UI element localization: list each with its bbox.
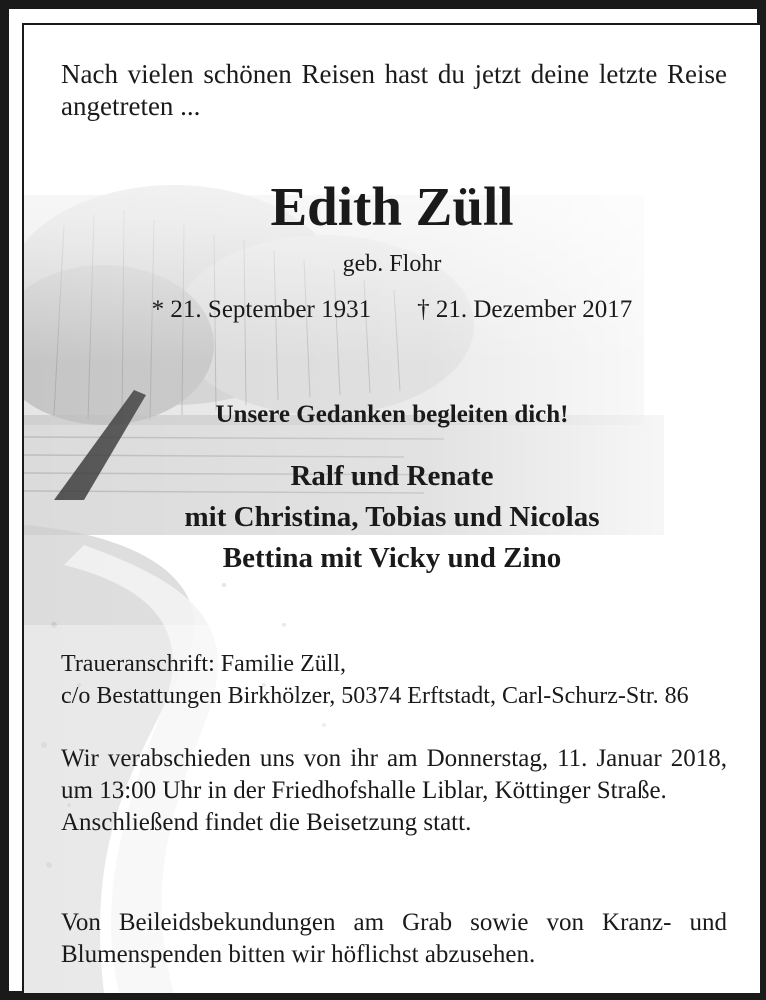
mourning-address [61,648,727,712]
maiden-name: geb. Flohr [342,251,442,277]
family-line: Ralf und Renate [290,460,494,492]
burial-line: Anschließend findet die Beisetzung statt. [61,809,472,836]
birth-date: * 21. September 1931 [151,296,372,323]
address-line-1: Traueranschrift: Familie Züll, [61,651,347,677]
motto-heading: Unsere Gedanken begleiten dich! [215,401,569,428]
notice-inner-frame [22,23,762,995]
condolence-request: Von Beileidsbekundungen am Grab sowie von Kranz- und Blumenspenden bitten wir höflichst abzusehen. [61,909,727,968]
deceased-name: Edith Züll [270,176,514,237]
notice-content [24,25,760,993]
intro-text: Nach vielen schönen Reisen hast du jetzt deine letzte Reise angetreten ... [61,59,727,121]
family-line: mit Christina, Tobias und Nicolas [184,501,600,533]
service-paragraph: Wir verabschieden uns von ihr am Donnerstag, 11. Januar 2018, um 13:00 Uhr in der Friedhofshalle Liblar, Köttinger Straße. [61,745,727,804]
family-signatures [24,456,760,579]
family-line: Bettina mit Vicky und Zino [222,542,562,574]
funeral-service-info [61,743,727,839]
life-dates [24,294,760,326]
address-line-2: c/o Bestattungen Birkhölzer, 50374 Erftstadt, Carl-Schurz-Str. 86 [61,683,689,709]
death-date: † 21. Dezember 2017 [417,296,633,323]
